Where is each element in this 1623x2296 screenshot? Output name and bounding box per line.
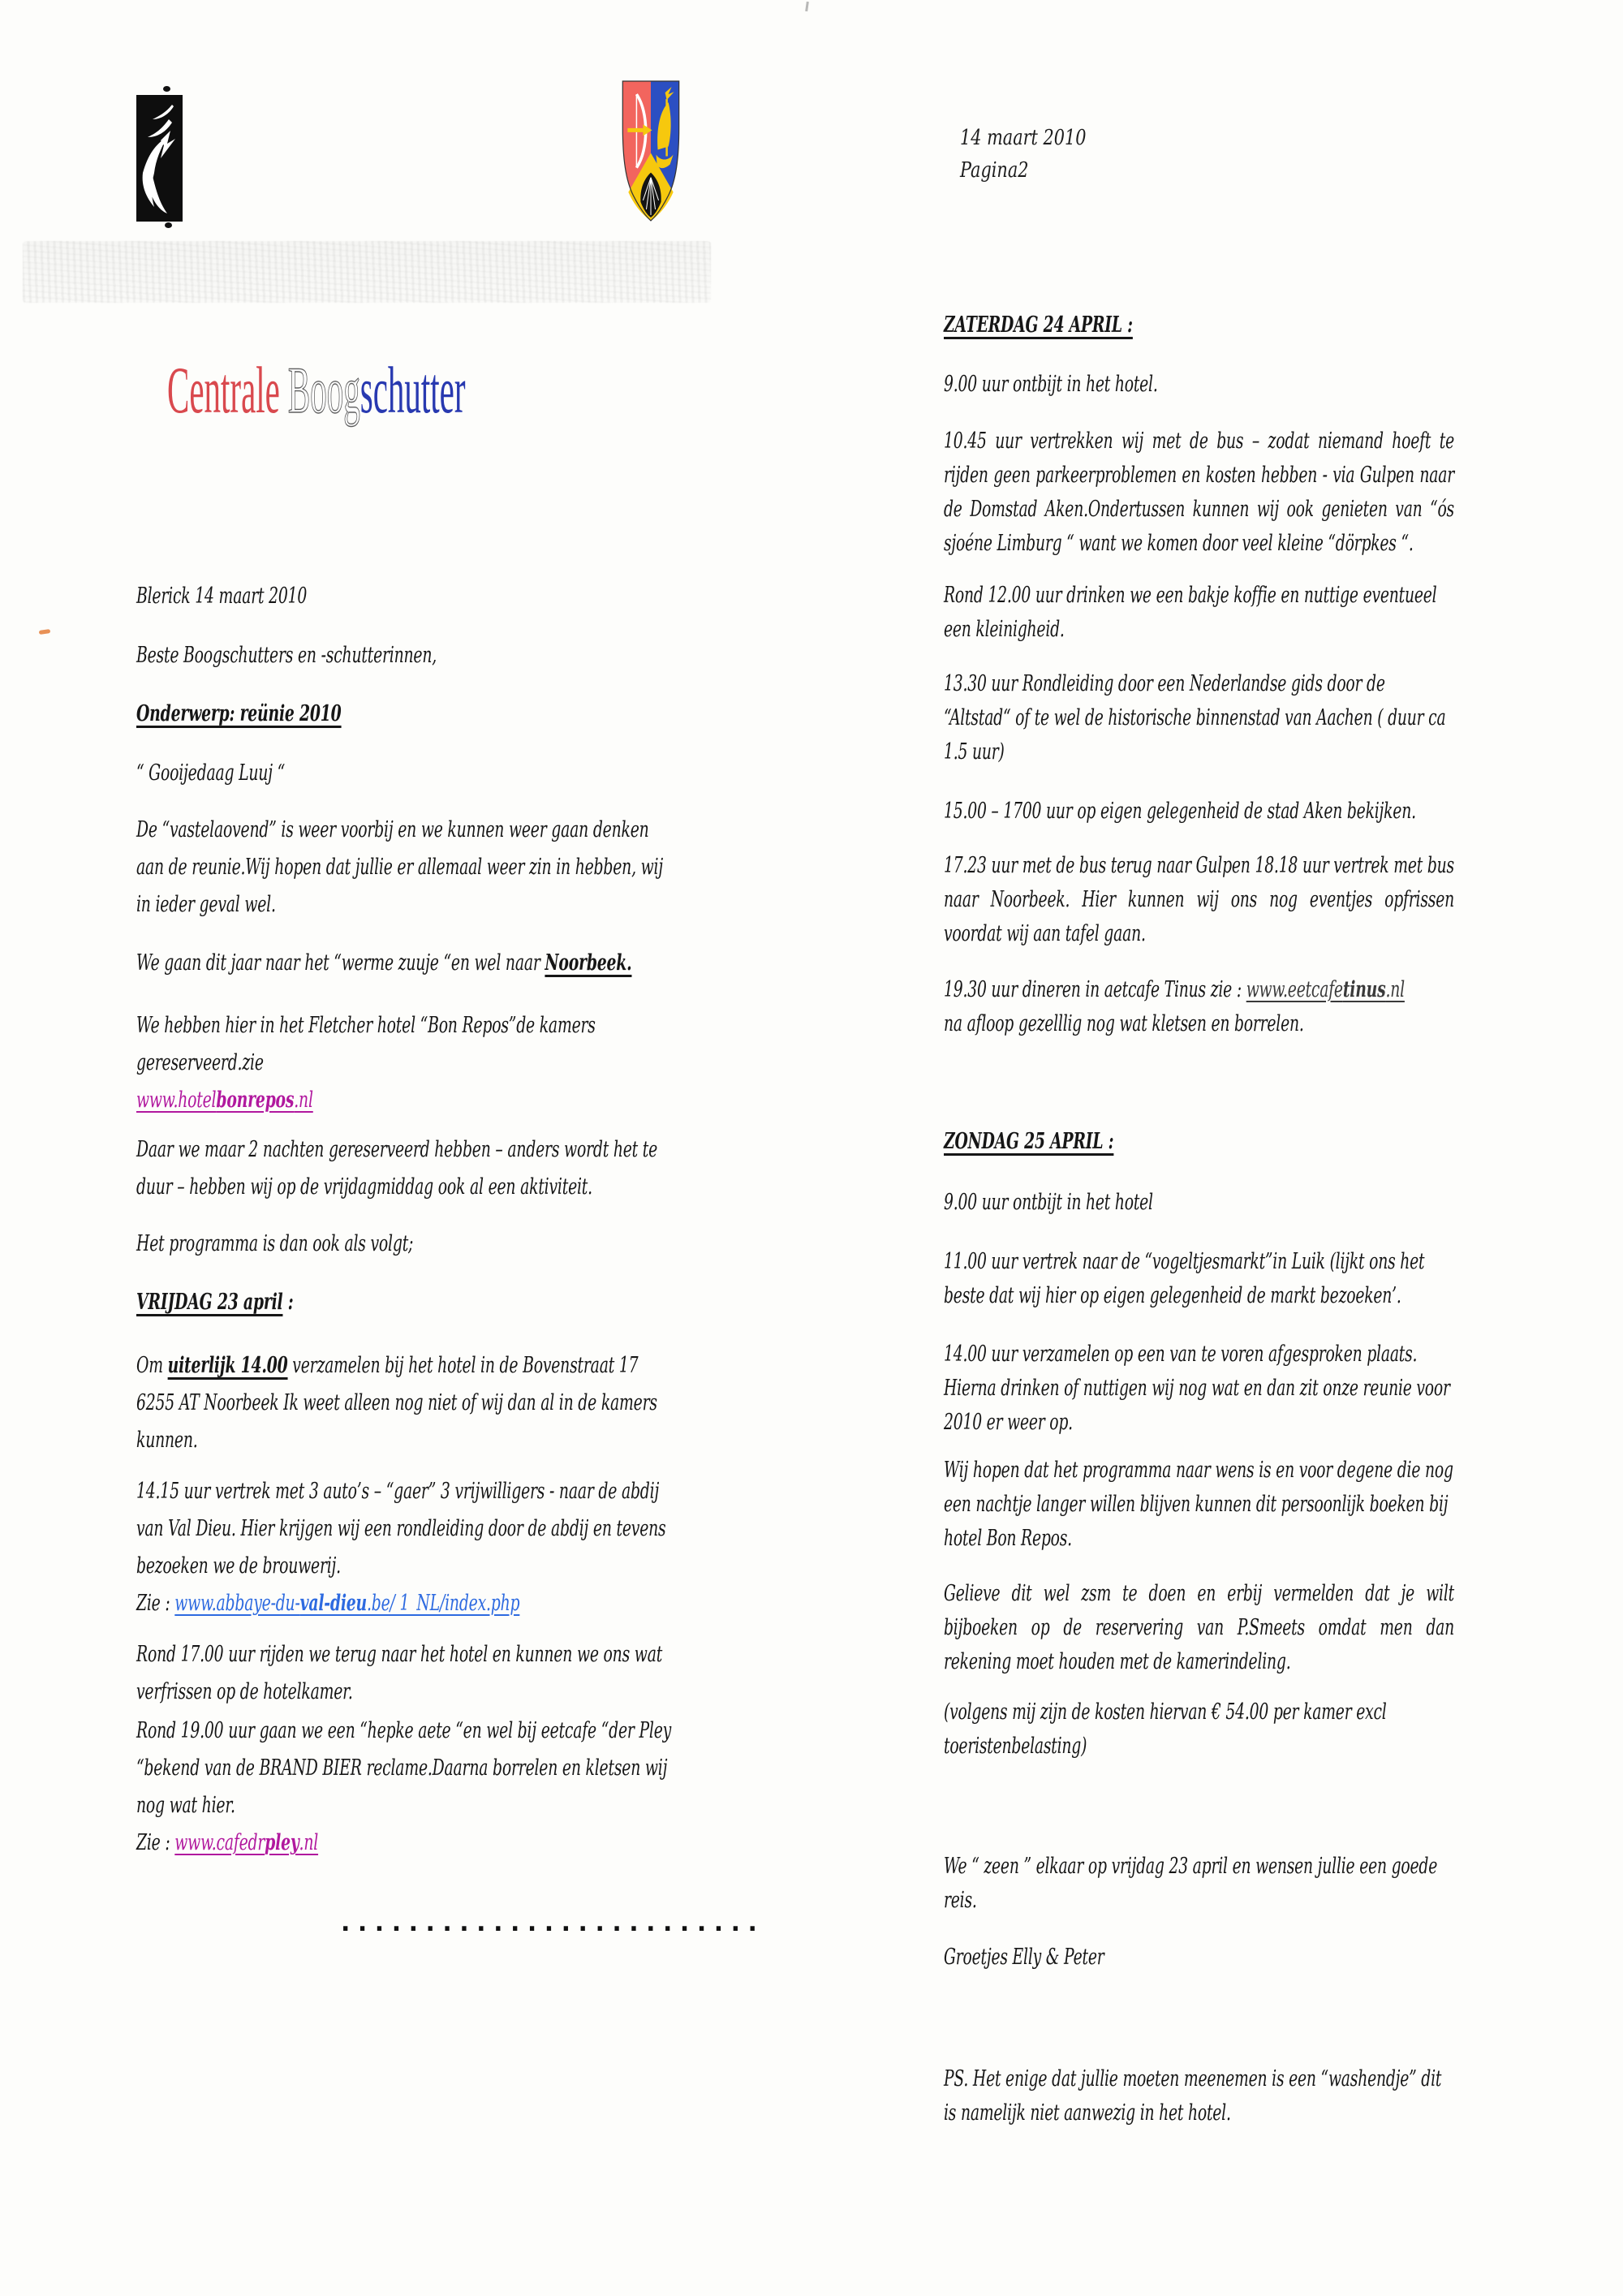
place-date-line bbox=[136, 578, 679, 615]
para-hotel-text: We hebben hier in het Fletcher hotel “Bon Repos”de kamers gereserveerd.zie bbox=[136, 1013, 596, 1075]
heading-friday bbox=[136, 1284, 679, 1321]
heading-saturday-text: ZATERDAG 24 APRIL : bbox=[944, 312, 1133, 338]
para-return-hotel bbox=[136, 1636, 679, 1711]
title-word-boog: Boog bbox=[287, 353, 360, 427]
link-tinus-pre: www.eetcafe bbox=[1246, 977, 1343, 1002]
para-noorbeek-pre: We gaan dit jaar naar het “werme zuuje “en wel naar bbox=[136, 950, 545, 976]
title-word-centrale: Centrale bbox=[167, 353, 280, 427]
right-column bbox=[944, 308, 1454, 2130]
para-extra-night-text: Wij hopen dat het programma naar wens is en voor degene die nog een nachtje langer willen blijven kunnen dit persoonlijk boeken bij hotel Bon Repos. bbox=[944, 1458, 1453, 1551]
para-meetup-pre: Om bbox=[136, 1353, 168, 1378]
link-eetcafetinus[interactable] bbox=[1246, 977, 1405, 1002]
para-closing-text: We “ zeen ” elkaar op vrijdag 23 april en wensen jullie een goede reis. bbox=[944, 1854, 1438, 1913]
para-valdieu-text: 14.15 uur vertrek met 3 auto’s – “gaer” 3 vrijwilligers - naar de abdij van Val Dieu. Hier krijgen wij een rondleiding door de abdij en tevens bezoeken we de brouwerij. bbox=[136, 1479, 666, 1579]
club-title bbox=[167, 355, 466, 425]
para-gather-text: 14.00 uur verzamelen op een van te voren afgesproken plaats. Hierna drinken of nuttigen wij nog wat en dan zit onze reunie voor 2010 er weer op. bbox=[944, 1342, 1450, 1435]
coat-of-arms-icon bbox=[619, 78, 682, 225]
link-abbaye-bold: val-dieu bbox=[299, 1591, 368, 1616]
scan-artifact-tick bbox=[805, 2, 809, 11]
heading-saturday bbox=[944, 308, 1454, 342]
para-breakfast-sat-text: 9.00 uur ontbijt in het hotel. bbox=[944, 372, 1158, 397]
para-meetup bbox=[136, 1347, 679, 1459]
para-bus-aachen bbox=[944, 424, 1454, 561]
para-guided-tour-text: 13.30 uur Rondleiding door een Nederlandse gids door de “Altstad“ of te wel de historische binnenstad van Aachen ( duur ca 1.5 uur) bbox=[944, 671, 1446, 765]
greeting-text: “ Gooijedaag Luuj “ bbox=[136, 760, 286, 786]
para-vastelaovend bbox=[136, 812, 679, 924]
para-breakfast-sat bbox=[944, 368, 1454, 402]
para-guided-tour bbox=[944, 667, 1454, 769]
signature bbox=[944, 1941, 1454, 1975]
para-costs-text: (volgens mij zijn de kosten hiervan € 54.00 per kamer excl toeristenbelasting) bbox=[944, 1699, 1387, 1759]
para-costs bbox=[944, 1695, 1454, 1764]
dotted-separator: ......................... bbox=[341, 1909, 765, 1937]
logo-register-dot-bottom bbox=[165, 222, 172, 228]
scan-artifact-dash bbox=[39, 629, 51, 635]
para-free-time-text: 15.00 – 1700 uur op eigen gelegenheid de stad Aken bekijken. bbox=[944, 799, 1416, 824]
para-free-time bbox=[944, 795, 1454, 829]
para-meetup-post: verzamelen bij het hotel in de Bovenstraat 17 6255 AT Noorbeek Ik weet alleen nog niet of wij dan al in de kamers kunnen. bbox=[136, 1353, 657, 1453]
link-cafedrpley[interactable] bbox=[174, 1830, 318, 1855]
link-hotelbonrepos[interactable] bbox=[136, 1088, 313, 1113]
left-column bbox=[136, 578, 679, 1862]
place-date-text: Blerick 14 maart 2010 bbox=[136, 584, 308, 609]
para-hotel-reservation bbox=[136, 1007, 679, 1119]
link-tinus-post: .nl bbox=[1385, 977, 1405, 1002]
heading-friday-colon: : bbox=[282, 1290, 294, 1315]
see-label-2: Zie : bbox=[136, 1830, 175, 1855]
para-bus-aachen-text: 10.45 uur vertrekken wij met de bus – zodat niemand hoeft te rijden geen parkeerproblemen en kosten hebben - via Gulpen naar de Domstad Aken.Ondertussen kunnen wij ook genieten van “ós sjoéne Limburg “ want we komen door veel kleine “dörpkes “. bbox=[944, 429, 1454, 556]
para-gather bbox=[944, 1338, 1454, 1440]
para-luik-market-text: 11.00 uur vertrek naar de “vogeltjesmarkt”in Luik (lijkt ons het beste dat wij hier op eigen gelegenheid de markt bezoeken’. bbox=[944, 1249, 1425, 1308]
para-vastelaovend-text: De “vastelaovend” is weer voorbij en we kunnen weer gaan denken aan de reunie.Wij hopen dat jullie er allemaal weer zin in hebben, wij in ieder geval wel. bbox=[136, 817, 663, 917]
scan-noise-band bbox=[23, 241, 711, 303]
link-pley-pre: www.cafedr bbox=[174, 1830, 265, 1855]
para-dinner-pley-text: Rond 19.00 uur gaan we een “hepke aete “en wel bij eetcafe “der Pley “bekend van de BRAND BIER reclame.Daarna borrelen en kletsen wij nog wat hier. bbox=[136, 1718, 672, 1818]
greeting-line bbox=[136, 755, 679, 792]
para-ps-text: PS. Het enige dat jullie moeten meenemen is een “washendje” dit is namelijk niet aanwezig in het hotel. bbox=[944, 2066, 1442, 2126]
link-abbaye-post: .be/ 1_NL/index.php bbox=[367, 1591, 520, 1616]
date-line: 14 maart 2010 bbox=[960, 126, 1087, 150]
para-coffee-text: Rond 12.00 uur drinken we een bakje koffie en nuttige eventueel een kleinigheid. bbox=[944, 583, 1437, 642]
link-hotelbonrepos-pre: www.hotel bbox=[136, 1088, 217, 1113]
para-bus-return-text: 17.23 uur met de bus terug naar Gulpen 18.18 uur vertrek met bus naar Noorbeek. Hier kunnen wij ons nog eventjes opfrissen voordat wij aan tafel gaan. bbox=[944, 853, 1454, 946]
para-closing bbox=[944, 1850, 1454, 1918]
para-ps bbox=[944, 2062, 1454, 2130]
para-dinner-tinus-pre: 19.30 uur dineren in aetcafe Tinus zie : bbox=[944, 977, 1246, 1002]
subject-text: Onderwerp: reünie 2010 bbox=[136, 701, 342, 726]
para-coffee bbox=[944, 579, 1454, 647]
link-abbaye-valdieu[interactable] bbox=[174, 1591, 519, 1616]
link-hotelbonrepos-bold: bonrepos bbox=[216, 1088, 295, 1113]
link-hotelbonrepos-post: .nl bbox=[294, 1088, 313, 1113]
signature-text: Groetjes Elly & Peter bbox=[944, 1945, 1104, 1970]
link-abbaye-pre: www.abbaye-du- bbox=[174, 1591, 300, 1616]
para-two-nights-text: Daar we maar 2 nachten gereserveerd hebben – anders wordt het te duur – hebben wij op de vrijdagmiddag ook al een aktiviteit. bbox=[136, 1137, 658, 1200]
heading-sunday bbox=[944, 1125, 1454, 1159]
para-booking-note bbox=[944, 1577, 1454, 1679]
para-return-hotel-text: Rond 17.00 uur rijden we terug naar het hotel en kunnen we ons wat verfrissen op de hotelkamer. bbox=[136, 1642, 663, 1704]
para-two-nights bbox=[136, 1131, 679, 1206]
para-bus-return bbox=[944, 849, 1454, 951]
para-breakfast-sun-text: 9.00 uur ontbijt in het hotel bbox=[944, 1190, 1153, 1215]
heading-friday-text: VRIJDAG 23 april bbox=[136, 1290, 283, 1315]
para-noorbeek bbox=[136, 945, 679, 982]
para-dinner-tinus bbox=[944, 973, 1454, 1041]
para-valdieu bbox=[136, 1473, 679, 1622]
para-afloop-text: na afloop gezelllig nog wat kletsen en borrelen. bbox=[944, 1011, 1304, 1036]
para-extra-night bbox=[944, 1454, 1454, 1556]
title-word-schutter: schutter bbox=[359, 353, 466, 427]
para-noorbeek-bold: Noorbeek. bbox=[545, 950, 632, 976]
para-program-intro-text: Het programma is dan ook als volgt; bbox=[136, 1231, 414, 1256]
para-program-intro bbox=[136, 1226, 679, 1263]
para-dinner-pley bbox=[136, 1712, 679, 1862]
para-meetup-time-bold: uiterlijk 14.00 bbox=[167, 1353, 288, 1378]
subject-heading bbox=[136, 696, 679, 733]
heading-sunday-text: ZONDAG 25 APRIL : bbox=[944, 1129, 1114, 1154]
salutation-text: Beste Boogschutters en -schutterinnen, bbox=[136, 643, 437, 668]
link-pley-post: .nl bbox=[299, 1830, 319, 1855]
para-breakfast-sun bbox=[944, 1186, 1454, 1220]
link-tinus-bold: tinus bbox=[1342, 977, 1386, 1002]
page-number: Pagina2 bbox=[960, 158, 1029, 183]
salutation bbox=[136, 637, 679, 674]
see-label: Zie : bbox=[136, 1591, 175, 1616]
page-info bbox=[960, 122, 1086, 187]
para-booking-note-text: Gelieve dit wel zsm te doen en erbij vermelden dat je wilt bijboeken op de reservering van P.Smeets omdat men dan rekening moet houden met de kamerindeling. bbox=[944, 1581, 1454, 1674]
club-logo-icon bbox=[136, 95, 183, 222]
logo-register-dot-top bbox=[163, 86, 170, 92]
link-pley-bold: pley bbox=[265, 1830, 299, 1855]
para-luik-market bbox=[944, 1245, 1454, 1313]
